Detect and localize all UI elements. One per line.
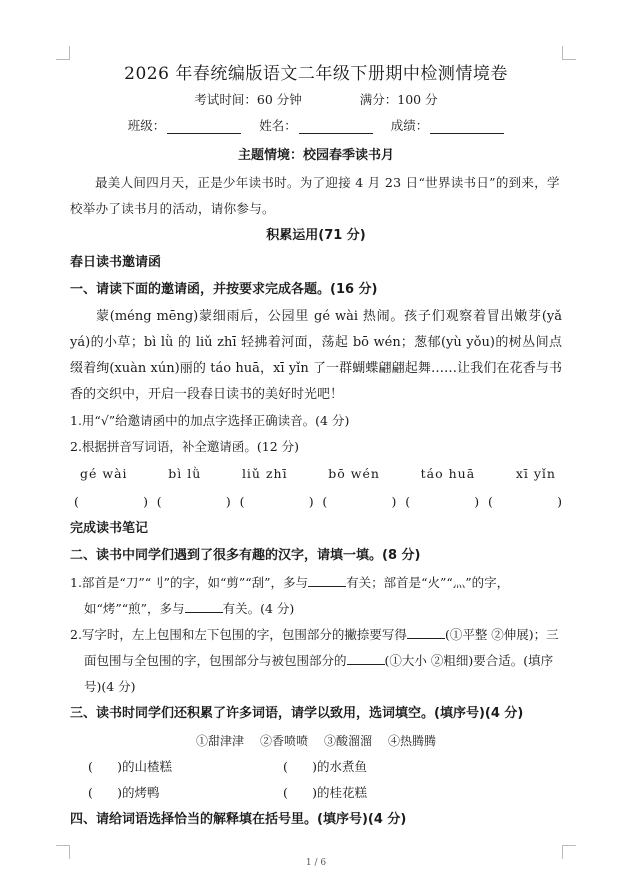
grade-blank[interactable]: [430, 119, 504, 134]
pinyin-item: táo huā: [420, 466, 476, 481]
question-1-2: 2.根据拼音写词语，补全邀请函。(12 分): [70, 439, 300, 454]
full-score: 满分：100 分: [359, 92, 438, 107]
question-3-title: 三、读书时同学们还积累了许多词语，请学以致用，选词填空。(填序号)(4 分): [70, 706, 524, 721]
crop-mark-bottom-left: [56, 845, 70, 859]
page-number: 1 / 6: [305, 858, 327, 868]
answer-paren-row: [70, 488, 562, 516]
answer-box[interactable]: ( ): [487, 494, 562, 509]
pinyin-item: liǔ zhī: [241, 466, 288, 481]
answer-box[interactable]: ( ): [156, 494, 231, 509]
fill-blank[interactable]: [185, 599, 223, 613]
pinyin-item: bō wén: [328, 466, 380, 481]
page-title: 2026 年春统编版语文二年级下册期中检测情境卷: [124, 64, 508, 84]
fill-pair-row: [70, 780, 562, 806]
question-2-title: 二、读书中同学们遇到了很多有趣的汉字，请填一填。(8 分): [70, 548, 421, 563]
question-2-2: 2.写字时，左上包围和左下包围的字，包围部分的撇捺要写得 (①平整 ②伸展)；三面包围与全包围的字，包围部分与被包围部分的 (①大小 ②粗细)要合适。(填序号)(4 分): [70, 627, 559, 694]
answer-box[interactable]: ( ): [405, 494, 480, 509]
phrase: 的山楂糕: [122, 759, 173, 774]
word-options: [70, 728, 562, 754]
invitation-passage: 蒙(méng mēng)蒙细雨后，公园里 gé wài 热闹。孩子们观察着冒出嫩芽(yǎ yá)的小草；bì lǜ 的 liǔ zhī 轻拂着河面，荡起 bō wén；葱郁(yù yǒu)的树丛间点缀着绚(xuàn xún)丽的 táo huā，xī yǐn 了一群蝴蝶翩翩起舞……让我们在花香与书香的交织中，开启一段春日读书的美好时光吧！: [70, 309, 562, 402]
answer-box[interactable]: ( ): [88, 759, 122, 774]
fill-pair-row: [70, 754, 562, 780]
crop-mark-top-right: [562, 46, 576, 60]
class-label: 班级：: [127, 118, 166, 133]
fill-blank[interactable]: [347, 651, 385, 665]
answer-box[interactable]: ( ): [283, 759, 317, 774]
grade-label: 成绩：: [390, 118, 429, 133]
word-option: ④热腾腾: [388, 734, 437, 748]
phrase: 的烤鸭: [122, 785, 160, 800]
pinyin-item: bì lǜ: [168, 466, 202, 481]
word-option: ①甜津津: [195, 734, 244, 748]
section-title: 积累运用(71 分): [266, 228, 366, 243]
grade-field[interactable]: [391, 112, 505, 140]
answer-box[interactable]: ( ): [74, 494, 148, 509]
word-option: ②香喷喷: [259, 734, 308, 748]
pinyin-item: xī yǐn: [515, 466, 556, 481]
class-field[interactable]: [128, 112, 242, 140]
name-blank[interactable]: [299, 119, 373, 134]
fill-blank[interactable]: [308, 573, 346, 587]
phrase: 的水煮鱼: [317, 759, 368, 774]
answer-box[interactable]: ( ): [283, 785, 317, 800]
exam-page: [70, 60, 562, 834]
answer-box[interactable]: ( ): [239, 494, 314, 509]
word-option: ③酸溜溜: [324, 734, 373, 748]
part1-heading: 春日读书邀请函: [70, 255, 162, 270]
part2-heading: 完成读书笔记: [70, 521, 149, 536]
pinyin-item: gé wài: [80, 466, 128, 481]
question-1-1: 1.用“√”给邀请函中的加点字选择正确读音。(4 分): [70, 413, 350, 428]
question-1-title: 一、请读下面的邀请函，并按要求完成各题。(16 分): [70, 282, 378, 297]
question-2-1: 1.部首是“刀”“刂”的字，如“剪”“刮”，多与 有关；部首是“火”“灬”的字，如“烤”“煎”，多与 有关。(4 分): [70, 575, 510, 616]
name-label: 姓名：: [259, 118, 297, 133]
theme-heading: 主题情境：校园春季读书月: [237, 148, 394, 163]
answer-box[interactable]: ( ): [88, 785, 122, 800]
exam-time: 考试时间：60 分钟: [194, 92, 302, 107]
name-field[interactable]: [259, 112, 373, 140]
answer-box[interactable]: ( ): [322, 494, 397, 509]
crop-mark-top-left: [56, 46, 70, 60]
class-blank[interactable]: [167, 119, 241, 134]
exam-meta: [70, 88, 562, 112]
student-info: [70, 112, 562, 140]
intro-paragraph: 最美人间四月天，正是少年读书时。为了迎接 4 月 23 日“世界读书日”的到来，学校举办了读书月的活动，请你参与。: [70, 175, 560, 216]
fill-blank[interactable]: [407, 625, 445, 639]
crop-mark-bottom-right: [562, 845, 576, 859]
pinyin-row: [70, 460, 562, 488]
question-4-title: 四、请给词语选择恰当的解释填在括号里。(填序号)(4 分): [70, 812, 407, 827]
phrase: 的桂花糕: [317, 785, 368, 800]
